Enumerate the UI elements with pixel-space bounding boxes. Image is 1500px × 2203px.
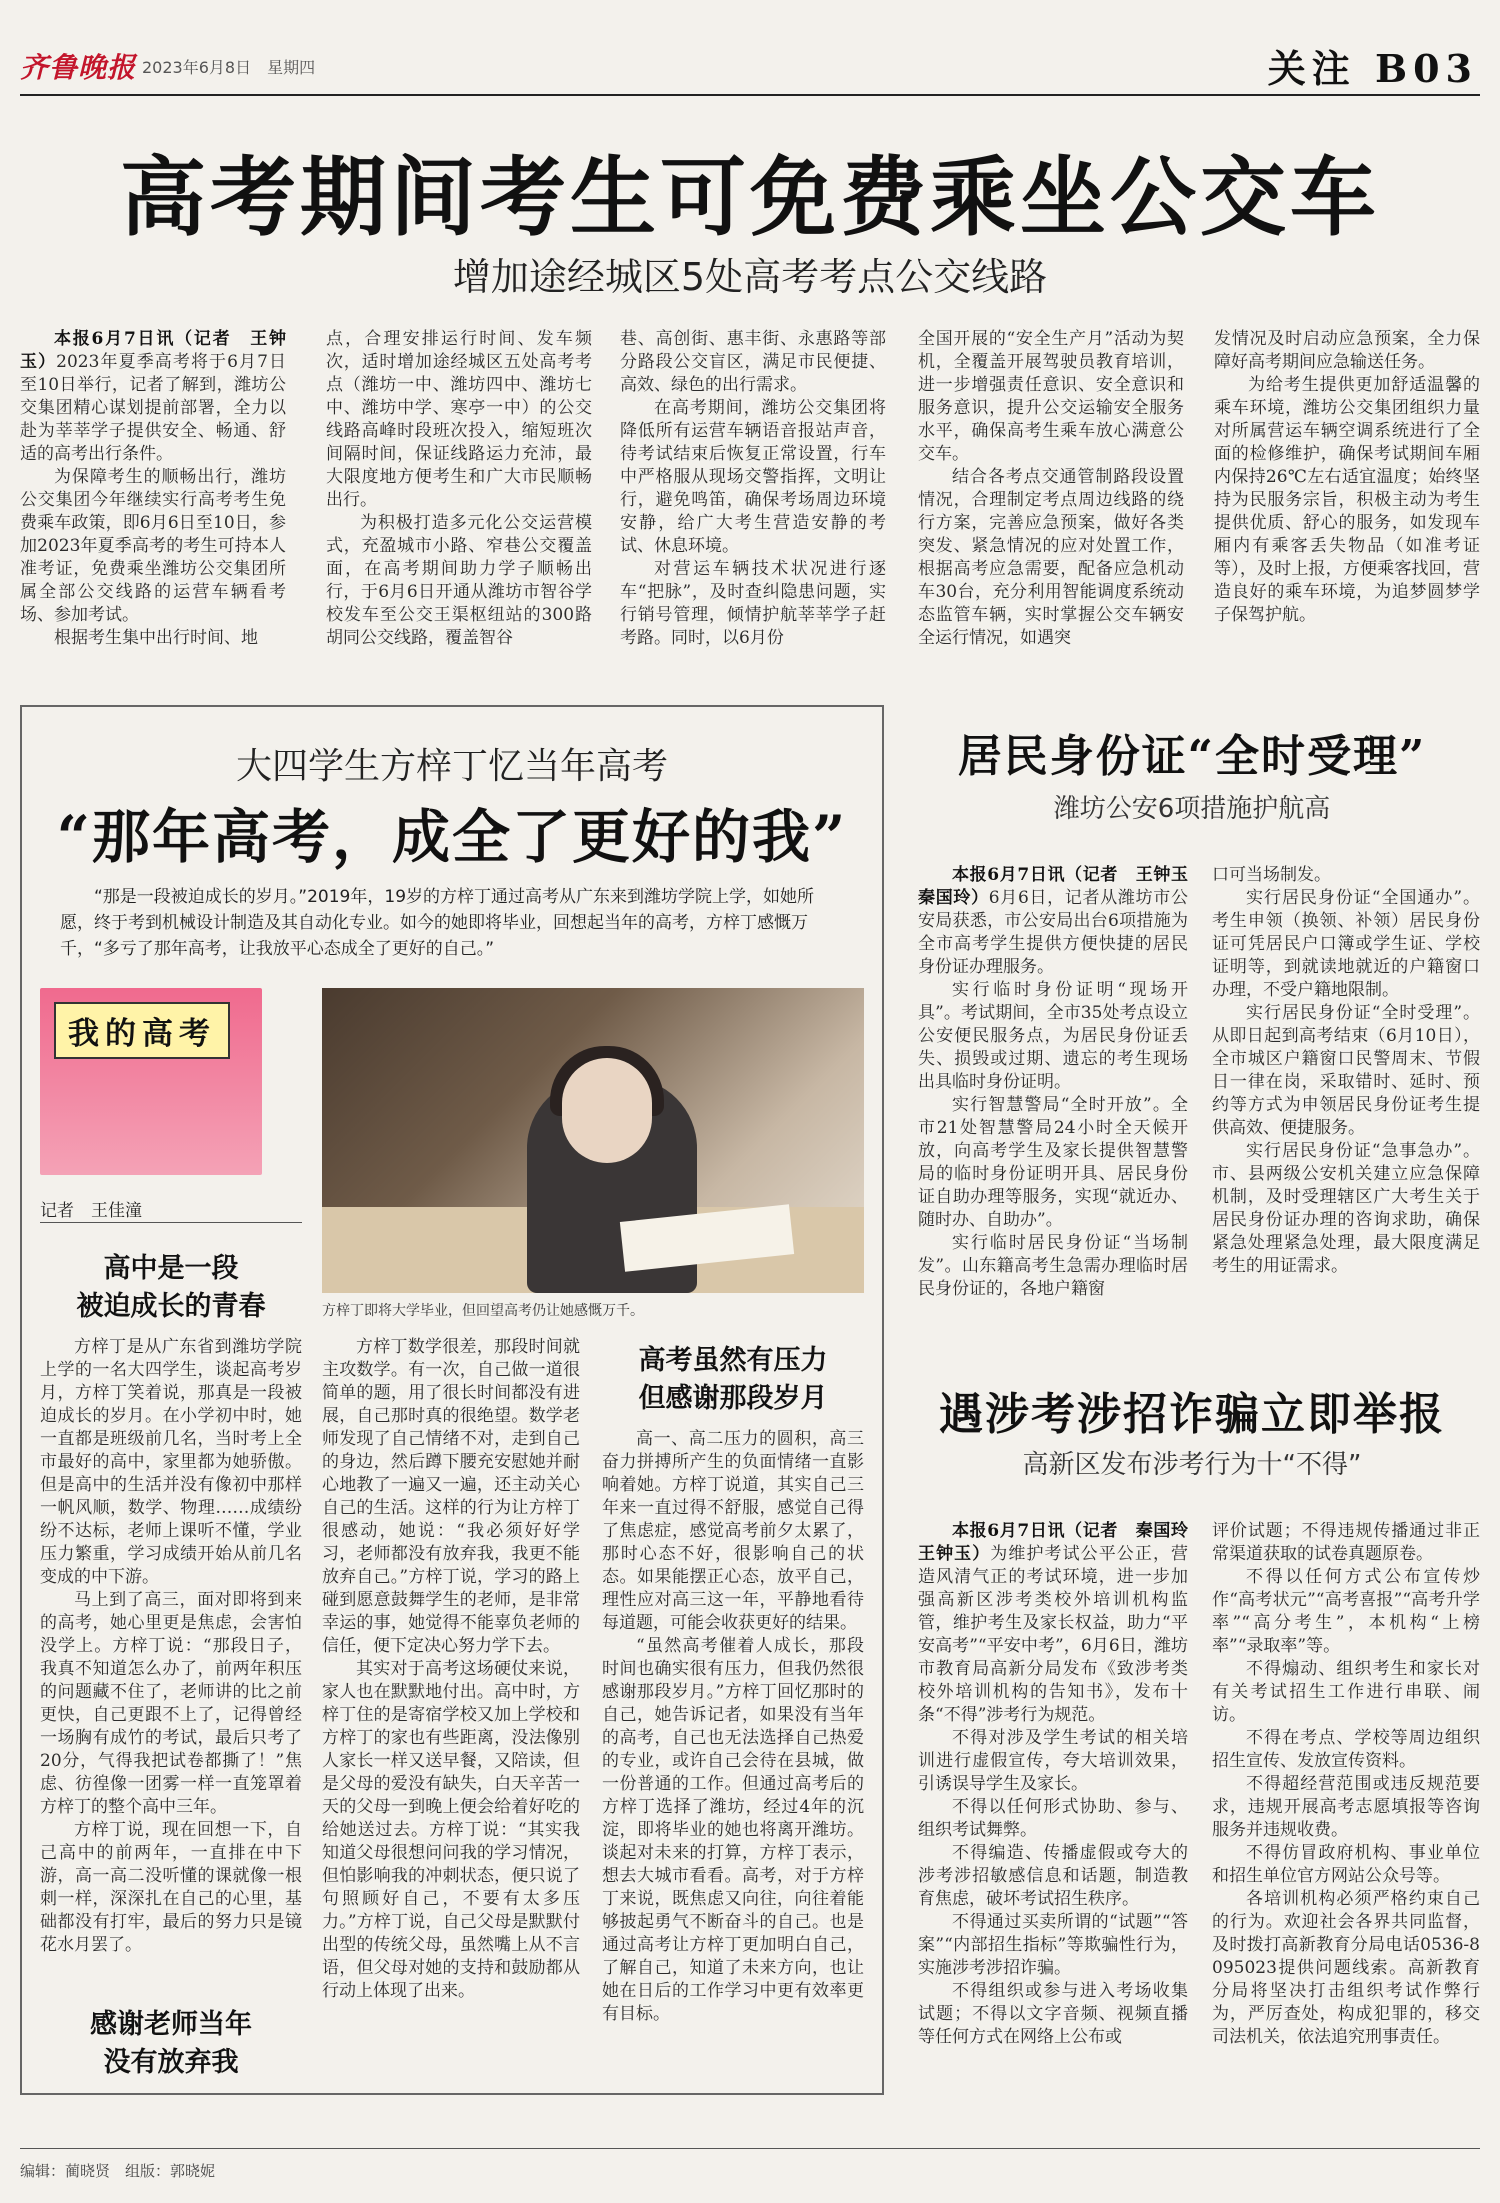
feature-column xyxy=(602,1428,864,2080)
article-paragraph: 不得编造、传播虚假或夸大的涉考涉招敏感信息和话题，制造教育焦虑，破坏考试招生秩序。 xyxy=(918,1843,1188,1909)
fraud-story-subtitle: 高新区发布涉考行为十“不得” xyxy=(1022,1450,1362,1480)
article-paragraph: 高一、高二压力的圆积，高三奋力拼搏所产生的负面情绪一直影响着她。方梓丁说道，其实自己三年来一直过得不舒服，感觉自己得了焦虑症，感觉高考前夕太累了，那时心态不好，很影响自己的状态。如果能摆正心态，放平自己，理性应对高三这一年，平静地看待每道题，可能会收获更好的结果。 xyxy=(602,1429,864,1633)
feature-subhead-3: 感谢老师当年 没有放弃我 xyxy=(90,2009,252,2078)
article-paragraph: 方梓丁说，现在回想一下，自己高中的前两年，一直排在中下游，高一高二没听懂的课就像一根刺一样，深深扎在自己的心里，基础都没有打牢，最后的努力只是镜花水月罢了。 xyxy=(40,1820,302,1955)
article-paragraph: 实行临时居民身份证“当场制发”。山东籍高考生急需办理临时居民身份证的，各地户籍窗 xyxy=(918,1233,1188,1299)
article-paragraph: 发情况及时启动应急预案，全力保障好高考期间应急输送任务。 xyxy=(1214,329,1480,372)
photo-caption: 方梓丁即将大学毕业，但回望高考仍让她感慨万千。 xyxy=(322,1303,644,1319)
column-tag-label: 我的高考 xyxy=(54,1002,230,1059)
top-story-headline: 高考期间考生可免费乘坐公交车 xyxy=(120,147,1380,248)
article-paragraph: 方梓丁是从广东省到潍坊学院上学的一名大四学生，谈起高考岁月，方梓丁笑着说，那真是一段被迫成长的岁月。在小学初中时，她一直都是班级前几名，当时考上全市最好的高中，家里都为她骄傲。但是高中的生活并没有像初中那样一帆风顺，数学、物理……成绩纷纷不达标，老师上课听不懂，学业压力繁重，学习成绩开始从前几名变成的中下游。 xyxy=(40,1337,302,1587)
top-story-column xyxy=(620,328,886,676)
footer-rule xyxy=(20,2148,1480,2149)
article-paragraph: 不得组织或参与进入考场收集试题；不得以文字音频、视频直播等任何方式在网络上公布或 xyxy=(918,1981,1188,2047)
article-paragraph: 不得以任何方式公布宣传炒作“高考状元”“高考喜报”“高考升学率”“高分考生”，本机构“上榜率”“录取率”等。 xyxy=(1212,1567,1480,1656)
feature-kicker: 大四学生方梓丁忆当年高考 xyxy=(235,746,668,787)
newspaper-logo: 齐鲁晚报 xyxy=(20,51,137,84)
article-paragraph: 不得煽动、组织考生和家长对有关考试招生工作进行串联、闹访。 xyxy=(1212,1659,1480,1725)
article-paragraph: 不得超经营范围或违反规范要求，违规开展高考志愿填报等咨询服务并违规收费。 xyxy=(1212,1774,1480,1840)
id-card-story-column xyxy=(918,864,1205,1342)
article-paragraph: 实行智慧警局“全时开放”。全市21处智慧警局24小时全天候开放，向高考学生及家长提供智慧警局的临时身份证明开具、居民身份证自助办理等服务，实现“就近办、随时办、自助办”。 xyxy=(918,1095,1188,1230)
paragraph-text: 6月6日，记者从潍坊市公安局获悉，市公安局出台6项措施为全市高考学生提供方便快捷的居民身份证办理服务。 xyxy=(918,888,1188,977)
top-story-column xyxy=(918,328,1184,676)
article-paragraph: 实行临时身份证明“现场开具”。考试期间，全市35处考点设立公安便民服务点，为居民身份证丢失、损毁或过期、遗忘的考生现场出具临时身份证明。 xyxy=(918,980,1188,1092)
article-paragraph: 根据考生集中出行时间、地 xyxy=(54,628,258,648)
article-paragraph xyxy=(918,864,1205,979)
dateline: 本报6月7日讯（记者 王钟玉 秦国玲） xyxy=(918,865,1205,908)
fraud-story-column xyxy=(1212,1520,1480,2096)
feature-column xyxy=(322,1336,580,2080)
article-paragraph: 为给考生提供更加舒适温馨的乘车环境，潍坊公交集团组织力量对所属营运车辆空调系统进行了全面的检修维护，确保考试期间车厢内保持26℃左右适宜温度；始终坚持为民服务宗旨，积极主动为考生提供优质、舒心的服务，如发现车厢内有乘客丢失物品（如准考证等），及时上报，方便乘客找回，营造良好的乘车环境，为追梦圆梦学子保驾护航。 xyxy=(1214,375,1480,625)
fraud-story-column xyxy=(918,1520,1205,2096)
top-story-column xyxy=(326,328,592,676)
reporter-rule xyxy=(40,1222,302,1223)
student-photo xyxy=(322,988,864,1293)
paragraph-text: 为维护考试公平公正，营造风清气正的考试环境，进一步加强高新区涉考类校外培训机构监管，维护考生及家长权益，助力“平安高考”“平安中考”，6月6日，潍坊市教育局高新分局发布《致涉考类校外培训机构的告知书》，发布十条“不得”涉考行为规范。 xyxy=(918,1544,1189,1725)
article-paragraph: 为积极打造多元化公交运营模式，充盈城市小路、窄巷公交覆盖面，在高考期间助力学子顺畅出行，于6月6日开通从潍坊市智谷学校发车至公交王渠枢纽站的300路胡同公交线路，覆盖智谷 xyxy=(326,513,592,648)
section-page-label: 关注 B03 xyxy=(1267,46,1478,91)
article-paragraph: 各培训机构必须严格约束自己的行为。欢迎社会各界共同监督，及时拨打高新教育分局电话0536-8095023提供问题线索。高新教育分局将坚决打击组织考试作弊行为，严厉查处，构成犯罪的，移交司法机关，依法追究刑事责任。 xyxy=(1212,1889,1480,2047)
dateline: 本报6月7日讯（记者 王钟玉） xyxy=(20,329,286,372)
article-paragraph: 实行居民身份证“急事急办”。市、县两级公安机关建立应急保障机制，及时受理辖区广大考生关于居民身份证办理的咨询求助，确保紧急处理紧急处理，最大限度满足考生的用证需求。 xyxy=(1212,1141,1480,1276)
article-paragraph: 不得对涉及学生考试的相关培训进行虚假宣传，夸大培训效果，引诱误导学生及家长。 xyxy=(918,1728,1188,1794)
article-paragraph: 在高考期间，潍坊公交集团将降低所有运营车辆语音报站声音，待考试结束后恢复正常设置，行车中严格服从现场交警指挥，文明让行，避免鸣笛，确保考场周边环境安静，给广大考生营造安静的考试、休息环境。 xyxy=(620,398,886,556)
article-paragraph: 全国开展的“安全生产月”活动为契机，全覆盖开展驾驶员教育培训，进一步增强责任意识、安全意识和服务意识，提升公交运输安全服务水平，确保高考生乘车放心满意公交车。 xyxy=(918,329,1184,464)
id-card-story-column xyxy=(1212,864,1480,1342)
article-paragraph xyxy=(20,328,286,466)
article-paragraph: 为保障考生的顺畅出行，潍坊公交集团今年继续实行高考考生免费乘车政策，即6月6日至10日，参加2023年夏季高考的考生可持本人准考证，免费乘坐潍坊公交集团所属全部公交线路的运营车辆看考场、参加考试。 xyxy=(20,467,286,625)
id-card-story-subtitle: 潍坊公安6项措施护航高 xyxy=(1053,794,1331,824)
feature-title: “那年高考，成全了更好的我” xyxy=(56,803,848,871)
feature-subhead-1: 高中是一段 被迫成长的青春 xyxy=(76,1253,266,1322)
editor-credits: 编辑：蔺晓贤 组版：郭晓妮 xyxy=(20,2162,216,2180)
article-paragraph: 口可当场制发。 xyxy=(1212,865,1331,885)
dateline: 本报6月7日讯（记者 秦国玲 王钟玉） xyxy=(918,1521,1205,1564)
top-story-subhead: 增加途经城区5处高考考点公交线路 xyxy=(452,255,1048,299)
paragraph-text: 2023年夏季高考将于6月7日至10日举行，记者了解到，潍坊公交集团精心谋划提前部署，全力以赴为莘莘学子提供安全、畅通、舒适的高考出行条件。 xyxy=(20,352,286,464)
issue-date: 2023年6月8日 星期四 xyxy=(142,58,316,77)
article-paragraph: 评价试题；不得违规传播通过非正常渠道获取的试卷真题原卷。 xyxy=(1212,1521,1480,1564)
top-story-column xyxy=(1214,328,1480,676)
fraud-story-title: 遇涉考涉招诈骗立即举报 xyxy=(939,1389,1445,1440)
feature-column xyxy=(40,1336,302,1984)
feature-reporter: 记者 王佳潼 xyxy=(40,1201,142,1221)
article-paragraph: 其实对于高考这场硬仗来说，家人也在默默地付出。高中时，方梓丁住的是寄宿学校又加上学校和方梓丁的家也有些距离，没法像别人家长一样又送早餐，又陪读，但是父母的爱没有缺失，白天辛苦一天的父母一到晚上便会给着好吃的给她送过去。方梓丁说：“其实我知道父母很想问问我的学习情况，但怕影响我的冲刺状态，便只说了句照顾好自己，不要有太多压力。”方梓丁说，自己父母是默默付出型的传统父母，虽然嘴上从不言语，但父母对她的支持和鼓励都从行动上体现了出来。 xyxy=(322,1659,580,2001)
article-paragraph: 实行居民身份证“全时受理”。从即日起到高考结束（6月10日），全市城区户籍窗口民警周末、节假日一律在岗，采取错时、延时、预约等方式为申领居民身份证考生提供高效、便捷服务。 xyxy=(1212,1003,1480,1138)
article-paragraph: 不得以任何形式协助、参与、组织考试舞弊。 xyxy=(918,1797,1188,1840)
top-story-column xyxy=(20,328,286,676)
article-paragraph xyxy=(918,1520,1205,1727)
feature-subhead-2: 高考虽然有压力 但感谢那段岁月 xyxy=(638,1345,828,1414)
article-paragraph: 不得通过买卖所谓的“试题”“答案”“内部招生指标”等欺骗性行为，实施涉考涉招诈骗。 xyxy=(918,1912,1188,1978)
column-tag-my-gaokao xyxy=(40,988,262,1175)
article-paragraph: 对营运车辆技术状况进行逐车“把脉”，及时查纠隐患问题，实行销号管理，倾情护航莘莘学子赶考路。同时，以6月份 xyxy=(620,559,886,648)
article-paragraph: 马上到了高三，面对即将到来的高考，她心里更是焦虑，会害怕没学上。方梓丁说：“那段日子，我真不知道怎么办了，前两年积压的问题藏不住了，老师讲的比之前更快，自己更跟不上了，记得曾经一场胸有成竹的考试，最后只考了20分，气得我把试卷都撕了！”焦虑、彷徨像一团雾一样一直笼罩着方梓丁的整个高中三年。 xyxy=(40,1590,302,1817)
article-paragraph: 结合各考点交通管制路段设置情况，合理制定考点周边线路的绕行方案，完善应急预案，做好各类突发、紧急情况的应对处置工作，根据高考应急需要，配备应急机动车30台，充分利用智能调度系统动态监管车辆，实时掌握公交车辆安全运行情况，如遇突 xyxy=(918,467,1184,648)
article-paragraph: “虽然高考催着人成长，那段时间也确实很有压力，但我仍然很感谢那段岁月。”方梓丁回忆那时的自己，她告诉记者，如果没有当年的高考，自己也无法选择自己热爱的专业，或许自己会待在县城，做一份普通的工作。但通过高考后的方梓丁选择了潍坊，经过4年的沉淀，即将毕业的她也将离开潍坊。谈起对未来的打算，方梓丁表示，想去大城市看看。高考，对于方梓丁来说，既焦虑又向往，向往着能够披起勇气不断奋斗的自己。也是通过高考让方梓丁更加明白自己，了解自己，知道了未来方向，也让她在日后的工作学习中更有效率更有目标。 xyxy=(602,1636,864,2024)
article-paragraph: 不得在考点、学校等周边组织招生宣传、发放宣传资料。 xyxy=(1212,1728,1480,1771)
article-paragraph: 点，合理安排运行时间、发车频次，适时增加途经城区五处高考考点（潍坊一中、潍坊四中、潍坊七中、潍坊中学、寒亭一中）的公交线路高峰时段班次投入，缩短班次间隔时间，保证线路运力充沛，最大限度地方便考生和广大市民顺畅出行。 xyxy=(326,329,592,510)
article-paragraph: 实行居民身份证“全国通办”。考生申领（换领、补领）居民身份证可凭居民户口簿或学生证、学校证明等，到就读地就近的户籍窗口办理，不受户籍地限制。 xyxy=(1212,888,1480,1000)
masthead-rule xyxy=(20,94,1480,96)
feature-intro: “那是一段被迫成长的岁月。”2019年，19岁的方梓丁通过高考从广东来到潍坊学院上学，如她所愿，终于考到机械设计制造及其自动化专业。如今的她即将毕业，回想起当年的高考，方梓丁感慨万千，“多亏了那年高考，让我放平心态成全了更好的自己。” xyxy=(60,887,815,959)
id-card-story-title: 居民身份证“全时受理” xyxy=(957,731,1427,782)
article-paragraph: 巷、高创街、惠丰街、永惠路等部分路段公交盲区，满足市民便捷、高效、绿色的出行需求。 xyxy=(620,329,886,395)
article-paragraph: 不得仿冒政府机构、事业单位和招生单位官方网站公众号等。 xyxy=(1212,1843,1480,1886)
article-paragraph: 方梓丁数学很差，那段时间就主攻数学。有一次，自己做一道很简单的题，用了很长时间都没有进展，自己那时真的很绝望。数学老师发现了自己情绪不对，走到自己的身边，然后蹲下腰充安慰她并耐心地教了一遍又一遍，还主动关心自己的生活。这样的行为让方梓丁很感动，她说：“我必须好好学习，老师都没有放弃我，我更不能放弃自己。”方梓丁说，学习的路上碰到愿意鼓舞学生的老师，是非常幸运的事，她觉得不能辜负老师的信任，便下定决心努力学下去。 xyxy=(322,1337,580,1656)
